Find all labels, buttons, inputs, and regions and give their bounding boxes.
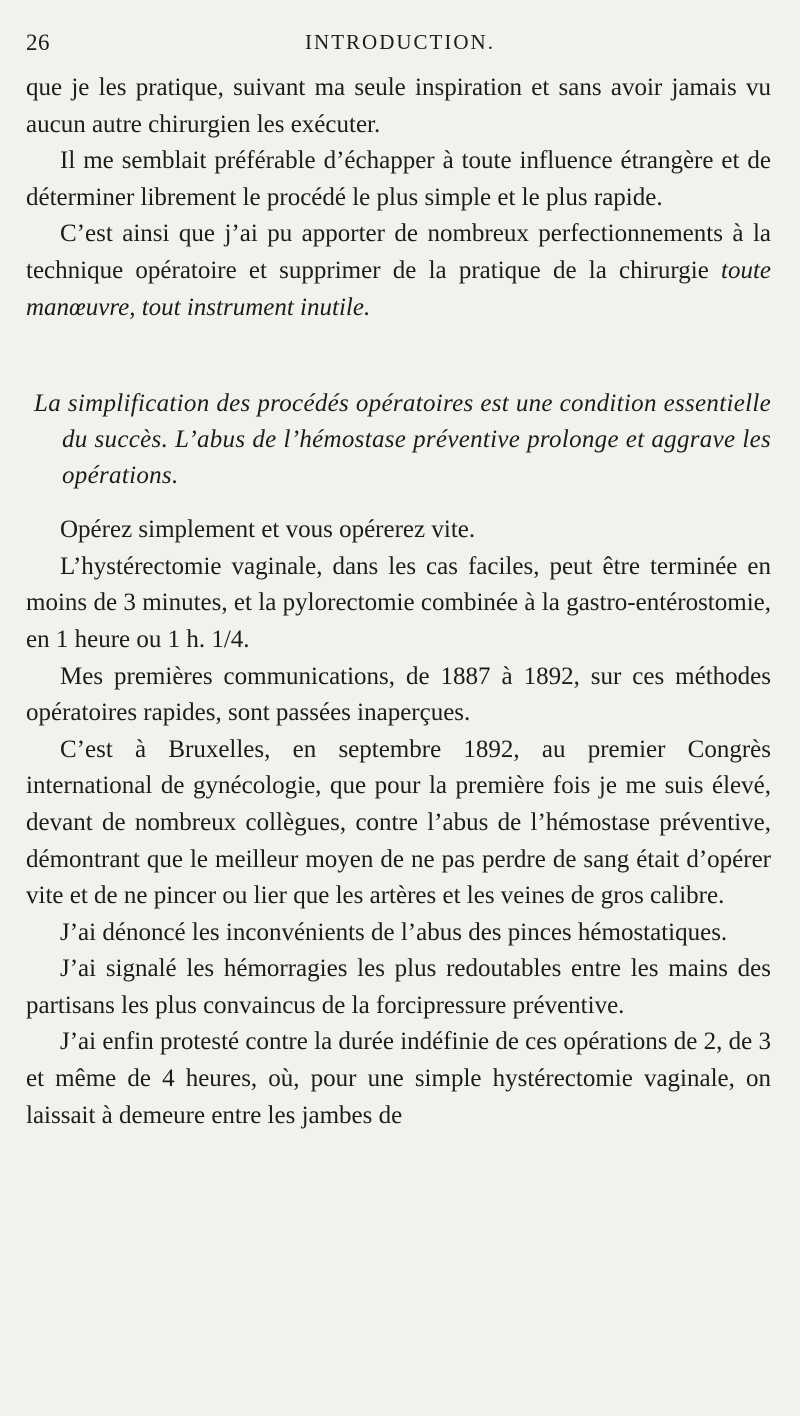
- paragraph: J’ai signalé les hémorragies les plus redoutables entre les mains des partisans les plus convaincus de la forcipressure préventive.: [26, 955, 771, 1019]
- paragraph: Opérez simplement et vous opérerez vite.: [60, 516, 476, 544]
- paragraph: Mes premières communications, de 1887 à 1892, sur ces méthodes opératoires rapides, sont passées inaperçues.: [26, 662, 771, 727]
- emphasized-text: toute manœuvre, tout instrument inutile.: [26, 256, 771, 321]
- paragraph-with-emphasis: [26, 216, 771, 326]
- paragraph: J’ai dénoncé les inconvénients de l’abus des pinces hémostatiques.: [60, 918, 728, 946]
- paragraph: Il me semblait préférable d’échapper à toute influence étrangère et de déterminer librement le procédé le plus simple et le plus rapide.: [26, 147, 771, 211]
- paragraph: L’hystérectomie vaginale, dans les cas faciles, peut être terminée en moins de 3 minutes, et la pylorectomie combinée à la gastro-entérostomie, en 1 heure ou 1 h. 1/4.: [26, 552, 771, 653]
- paragraph: C’est à Bruxelles, en septembre 1892, au premier Congrès international de gynécologie, que pour la première fois je me suis élevé, devant de nombreux collègues, contre l’abus de l’hémostase préventive, démontrant que le meilleur moyen de ne pas perdre de sang était d’opérer vite et de ne pincer ou lier que les artères et les veines de gros calibre.: [26, 735, 771, 910]
- section-heading: La simplification des procédés opératoires est une condition essentielle du succès. L’abus de l’hémostase préventive prolonge et aggrave les opérations.: [34, 390, 771, 490]
- paragraph-continues: J’ai enfin protesté contre la durée indéfinie de ces opérations de 2, de 3 et même de 4 heures, où, pour une simple hystérectomie vaginale, on laissait à demeure entre les jambes de: [26, 1028, 771, 1129]
- paragraph-text: C’est ainsi que j’ai pu apporter de nombreux perfectionnements à la technique opératoire et supprimer de la pratique de la chirurgie: [26, 220, 771, 284]
- page-body: [26, 70, 771, 1134]
- running-title: INTRODUCTION.: [305, 30, 495, 54]
- paragraph-continued: que je les pratique, suivant ma seule inspiration et sans avoir jamais vu aucun autre chirurgien les exécuter.: [26, 74, 771, 138]
- page-header: [26, 30, 774, 62]
- page-number: 26: [26, 30, 50, 55]
